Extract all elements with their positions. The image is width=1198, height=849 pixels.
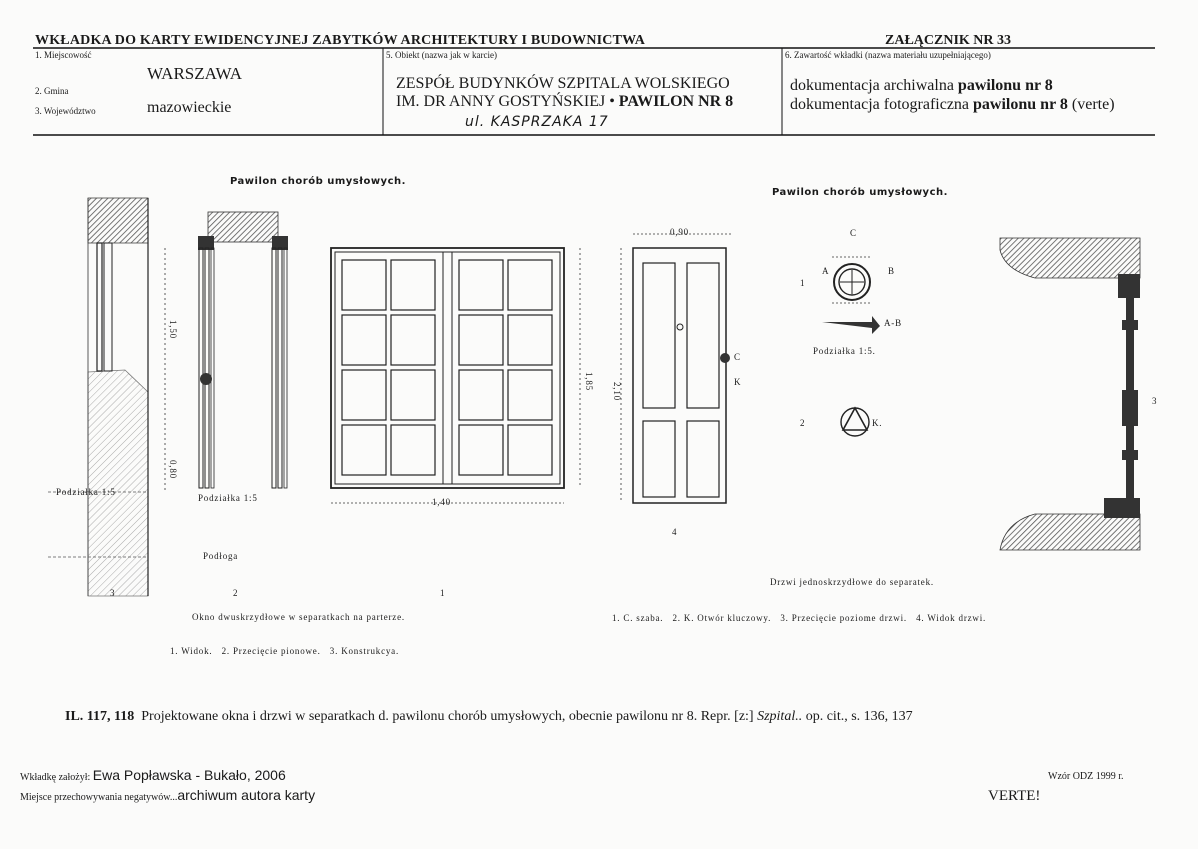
right-number-4: 4: [672, 527, 678, 537]
field-5-line2-text: IM. DR ANNY GOSTYŃSKIEJ •: [396, 93, 619, 110]
field-1-value: WARSZAWA: [147, 64, 242, 83]
label-k: K.: [872, 418, 883, 428]
author-value: Ewa Popławska - Bukało, 2006: [92, 767, 286, 783]
door-label-c: C: [734, 352, 741, 362]
figure-caption: [65, 709, 913, 725]
verte-note: VERTE!: [988, 788, 1041, 804]
figure-ids: IL. 117, 118: [65, 709, 135, 724]
label-b: B: [888, 266, 895, 276]
field-1-label: 1. Miejscowość: [35, 50, 92, 60]
storage-value: archiwum autora karty: [177, 787, 316, 803]
figure-number-1: 1: [440, 588, 446, 598]
window-caption: Okno dwuskrzydłowe w separatkach na parterze.: [192, 612, 405, 622]
field-2-label: 2. Gmina: [35, 86, 69, 96]
left-scale-label: Podziałka 1:5: [198, 493, 258, 503]
door-dimension-side: 2,10: [612, 382, 622, 401]
floor-label: Podłoga: [203, 551, 239, 561]
field-5-pavilion: PAWILON NR 8: [618, 93, 734, 110]
right-number-3: 3: [1152, 396, 1158, 406]
figure-number-2: 2: [233, 588, 239, 598]
footer-storage: [20, 787, 315, 805]
figure-number-3: 3: [110, 588, 116, 598]
dimension-width: 1,40: [432, 497, 451, 507]
storage-label: Miejsce przechowywania negatywów...: [20, 792, 178, 803]
field-6-line2-text: dokumentacja fotograficzna: [790, 96, 974, 113]
field-5-line1: ZESPÓŁ BUDYNKÓW SZPITALA WOLSKIEGO: [396, 75, 730, 92]
field-6-line1-bold: pawilonu nr 8: [957, 77, 1053, 94]
door-label-k: K: [734, 377, 742, 387]
door-legend: 1. C. szaba. 2. K. Otwór kluczowy. 3. Przecięcie poziome drzwi. 4. Widok drzwi.: [612, 613, 987, 623]
label-c: C: [850, 228, 857, 238]
field-6-line2-bold: pawilonu nr 8: [973, 96, 1068, 113]
figure-caption-end: op. cit., s. 136, 137: [802, 709, 913, 724]
field-3-value: mazowieckie: [147, 99, 232, 116]
field-6-line2-verte: (verte): [1067, 96, 1115, 113]
door-caption: Drzwi jednoskrzydłowe do separatek.: [770, 577, 934, 587]
right-number-1: 1: [800, 278, 806, 288]
annex-number: ZAŁĄCZNIK NR 33: [885, 33, 1012, 48]
footer-author: [20, 767, 286, 785]
template-version: Wzór ODZ 1999 r.: [1048, 771, 1124, 782]
door-front-view: [621, 234, 733, 503]
window-legend: 1. Widok. 2. Przecięcie pionowe. 3. Konstrukcya.: [170, 646, 400, 656]
left-drawing-title: Pawilon chorób umysłowych.: [230, 176, 406, 187]
window-vertical-section: [198, 212, 288, 488]
left-scale-label-2: Podziałka 1:5: [56, 487, 116, 497]
window-front-view: [331, 248, 580, 503]
door-horizontal-section: [1000, 238, 1140, 550]
handwritten-address: ul. KASPRZAKA 17: [465, 114, 609, 130]
field-6-line1-text: dokumentacja archiwalna: [790, 77, 958, 94]
dimension-height-2: 0,80: [168, 460, 178, 479]
label-a: A: [822, 266, 830, 276]
author-label: Wkładkę założył:: [20, 772, 93, 783]
right-scale-label: Podziałka 1:5.: [813, 346, 876, 356]
label-ab: A-B: [884, 318, 902, 328]
field-5-label: 5. Obiekt (nazwa jak w karcie): [386, 50, 497, 60]
figure-source-title: Szpital..: [757, 709, 803, 724]
window-construction-section: [48, 198, 165, 596]
right-drawing-title: Pawilon chorób umysłowych.: [772, 187, 948, 198]
right-number-2: 2: [800, 418, 806, 428]
figure-caption-text: Projektowane okna i drzwi w separatkach d. pawilonu chorób umysłowych, obecnie pawilonu nr 8. Repr. [z:]: [134, 709, 758, 724]
door-dimension-top: 0,90: [670, 227, 689, 237]
field-3-label: 3. Województwo: [35, 106, 96, 116]
document-title: WKŁADKA DO KARTY EWIDENCYJNEJ ZABYTKÓW ARCHITEKTURY I BUDOWNICTWA: [35, 33, 646, 48]
field-6-label: 6. Zawartość wkładki (nazwa materiału uzupełniającego): [785, 50, 991, 60]
dimension-height-3: 1,85: [584, 372, 594, 391]
dimension-height-1: 1,50: [168, 320, 178, 339]
